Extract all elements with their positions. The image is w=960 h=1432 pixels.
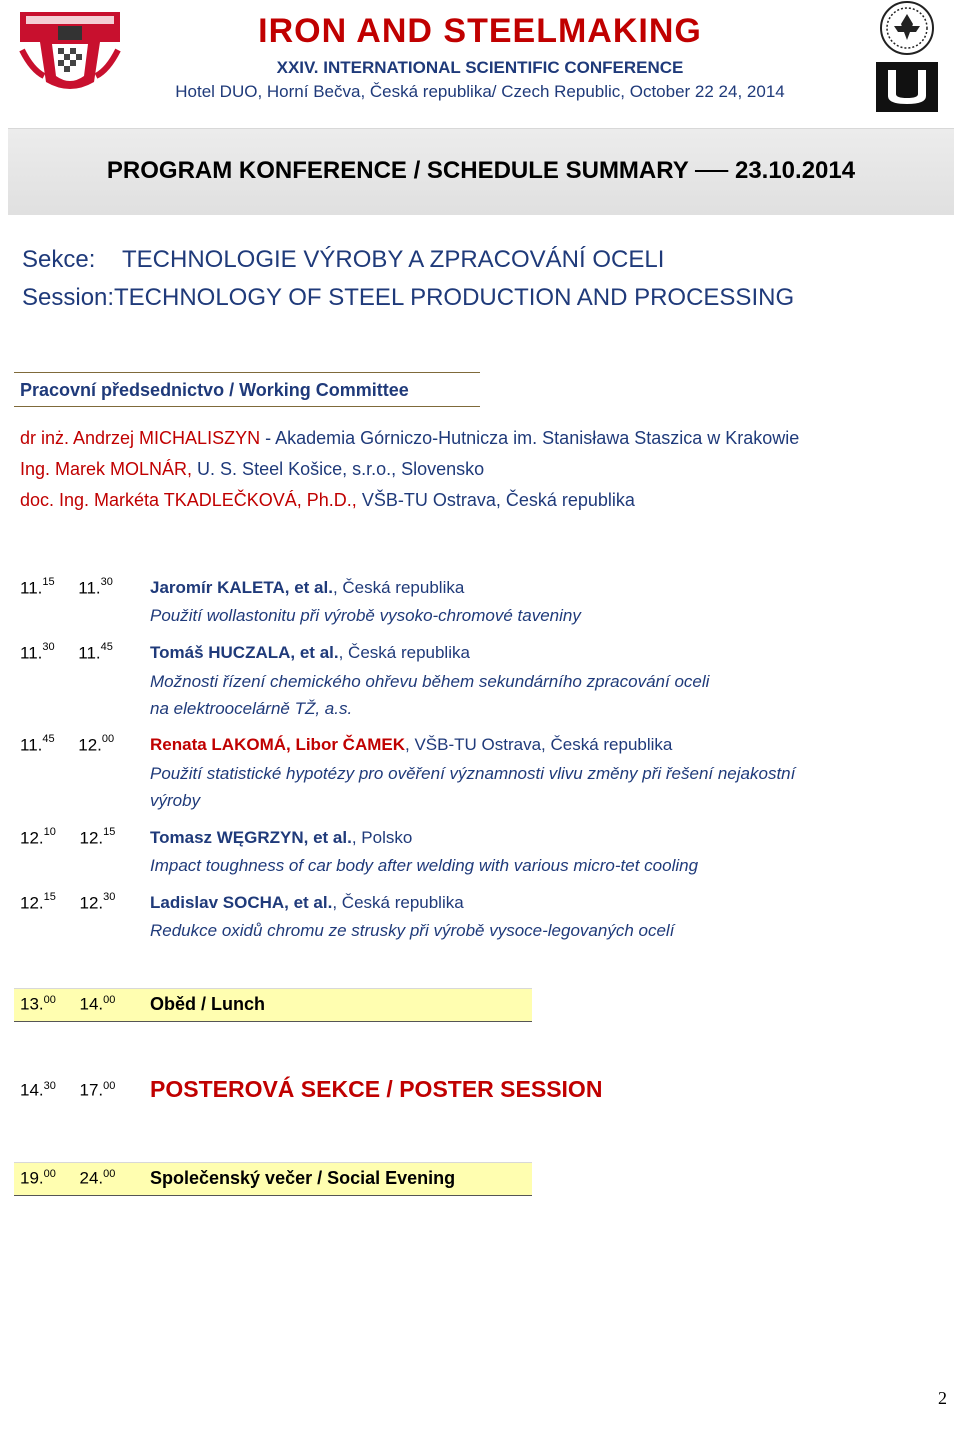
time-start-hour: 13. <box>20 994 44 1014</box>
schedule-date-gap <box>695 157 728 184</box>
author-name: Ladislav SOCHA, et al. <box>150 893 333 912</box>
time-end-minute: 15 <box>103 826 116 838</box>
author-affiliation: , Česká republika <box>338 643 470 662</box>
talk-author <box>150 828 412 848</box>
talk-author <box>150 893 464 913</box>
schedule-summary-label: PROGRAM KONFERENCE / SCHEDULE SUMMARY <box>106 157 689 184</box>
time-start-hour: 11. <box>20 735 43 755</box>
time-start-hour: 19. <box>20 1168 44 1188</box>
member-name: dr inż. Andrzej MICHALISZYN <box>20 428 261 448</box>
member-affiliation: U. S. Steel Košice, s.r.o., Slovensko <box>192 459 485 479</box>
time-start-minute: 15 <box>42 576 55 588</box>
time-end-hour: 17. <box>79 1080 104 1100</box>
schedule-date: 23.10.2014 <box>734 157 856 184</box>
section-title-en: TECHNOLOGY OF STEEL PRODUCTION AND PROCESSING <box>114 284 795 311</box>
time-end-minute: 30 <box>103 891 116 903</box>
author-affiliation: , VŠB-TU Ostrava, Česká republika <box>405 735 673 754</box>
time-end-hour: 11. <box>78 578 101 598</box>
time-end-hour: 24. <box>79 1168 104 1188</box>
time-start-minute: 00 <box>43 994 56 1006</box>
time-end-minute: 45 <box>100 641 113 653</box>
talk-author <box>150 578 464 598</box>
section-label-cz: Sekce: <box>22 246 96 273</box>
time-end-hour: 12. <box>78 735 102 755</box>
talk-title: výroby <box>150 791 201 810</box>
time-start-minute: 10 <box>43 826 56 838</box>
author-name: Tomáš HUCZALA, et al. <box>150 643 339 662</box>
committee-rule-top <box>14 372 480 373</box>
talk-time <box>20 893 115 914</box>
author-affiliation: , Polsko <box>351 828 413 847</box>
time-end-hour: 12. <box>79 828 104 848</box>
lunch-row <box>14 988 532 1022</box>
schedule-summary-band <box>8 128 954 215</box>
committee-member <box>20 428 799 449</box>
talk-time <box>20 735 114 756</box>
schedule-summary-heading <box>8 157 954 185</box>
committee-member <box>20 490 635 511</box>
lunch-label: Oběd / Lunch <box>150 994 265 1014</box>
time-start-minute: 45 <box>42 733 55 745</box>
time-start-minute: 00 <box>43 1168 56 1180</box>
time-end-hour: 11. <box>78 643 101 663</box>
author-affiliation: , Česká republika <box>332 578 465 597</box>
time-end-minute: 00 <box>103 994 116 1006</box>
talk-title: Impact toughness of car body after welding with various micro-tet cooling <box>150 856 699 875</box>
time-start-minute: 30 <box>42 641 55 653</box>
conference-venue: Hotel DUO, Horní Bečva, Česká republika/ Czech Republic, October 22 24, 2014 <box>175 82 785 101</box>
talk-title: Použití wollastonitu při výrobě vysoko-chromové taveniny <box>150 606 581 625</box>
section-title-cz: TECHNOLOGIE VÝROBY A ZPRACOVÁNÍ OCELI <box>122 246 665 273</box>
social-evening-label: Společenský večer / Social Evening <box>150 1168 456 1188</box>
talk-time <box>20 578 113 599</box>
time-end-minute: 00 <box>103 1080 116 1092</box>
member-name: doc. Ing. Markéta TKADLEČKOVÁ, Ph.D., <box>20 490 357 510</box>
member-name: Ing. Marek MOLNÁR, <box>20 459 193 479</box>
poster-time <box>20 1080 115 1101</box>
conference-subtitle: XXIV. INTERNATIONAL SCIENTIFIC CONFERENCE <box>276 58 684 77</box>
section-label-en: Session: <box>22 284 115 311</box>
time-end-minute: 00 <box>101 733 115 745</box>
committee-member <box>20 459 484 480</box>
lunch-time <box>20 994 115 1015</box>
talk-time <box>20 643 113 664</box>
time-end-hour: 14. <box>79 994 104 1014</box>
committee-heading: Pracovní předsednictvo / Working Committee <box>20 380 409 400</box>
talk-author <box>150 735 672 755</box>
social-evening-time <box>20 1168 115 1189</box>
talk-author <box>150 643 470 663</box>
talk-title: Použití statistické hypotézy pro ověření významnosti vlivu změny při řešení nejakostní <box>150 764 796 783</box>
talk-title: na elektroocelárně TŽ, a.s. <box>150 699 353 718</box>
social-evening-row <box>14 1162 532 1196</box>
talk-time <box>20 828 115 849</box>
author-affiliation: , Česká republika <box>332 893 464 912</box>
author-name: Renata LAKOMÁ, Libor ČAMEK <box>150 735 405 754</box>
time-start-hour: 12. <box>20 828 44 848</box>
time-start-minute: 30 <box>43 1080 56 1092</box>
talk-title: Redukce oxidů chromu ze strusky při výrobě vysoce-legovaných ocelí <box>150 921 675 940</box>
author-name: Jaromír KALETA, et al. <box>150 578 333 597</box>
member-affiliation: - Akademia Górniczo-Hutnicza im. Stanisława Staszica w Krakowie <box>260 428 800 448</box>
author-name: Tomasz WĘGRZYN, et al. <box>150 828 352 847</box>
conference-title: IRON AND STEELMAKING <box>258 12 702 50</box>
time-start-hour: 11. <box>20 643 43 663</box>
time-start-hour: 14. <box>20 1080 44 1100</box>
page-number: 2 <box>938 1388 947 1408</box>
time-end-hour: 12. <box>79 893 104 913</box>
committee-rule-bottom <box>14 406 480 407</box>
time-start-hour: 12. <box>20 893 44 913</box>
member-affiliation: VŠB-TU Ostrava, Česká republika <box>356 490 635 510</box>
talk-title: Možnosti řízení chemického ohřevu během sekundárního zpracování oceli <box>150 672 710 691</box>
time-start-minute: 15 <box>43 891 56 903</box>
time-start-hour: 11. <box>20 578 43 598</box>
poster-session-label: POSTEROVÁ SEKCE / POSTER SESSION <box>150 1076 603 1102</box>
time-end-minute: 00 <box>103 1168 116 1180</box>
time-end-minute: 30 <box>100 576 113 588</box>
